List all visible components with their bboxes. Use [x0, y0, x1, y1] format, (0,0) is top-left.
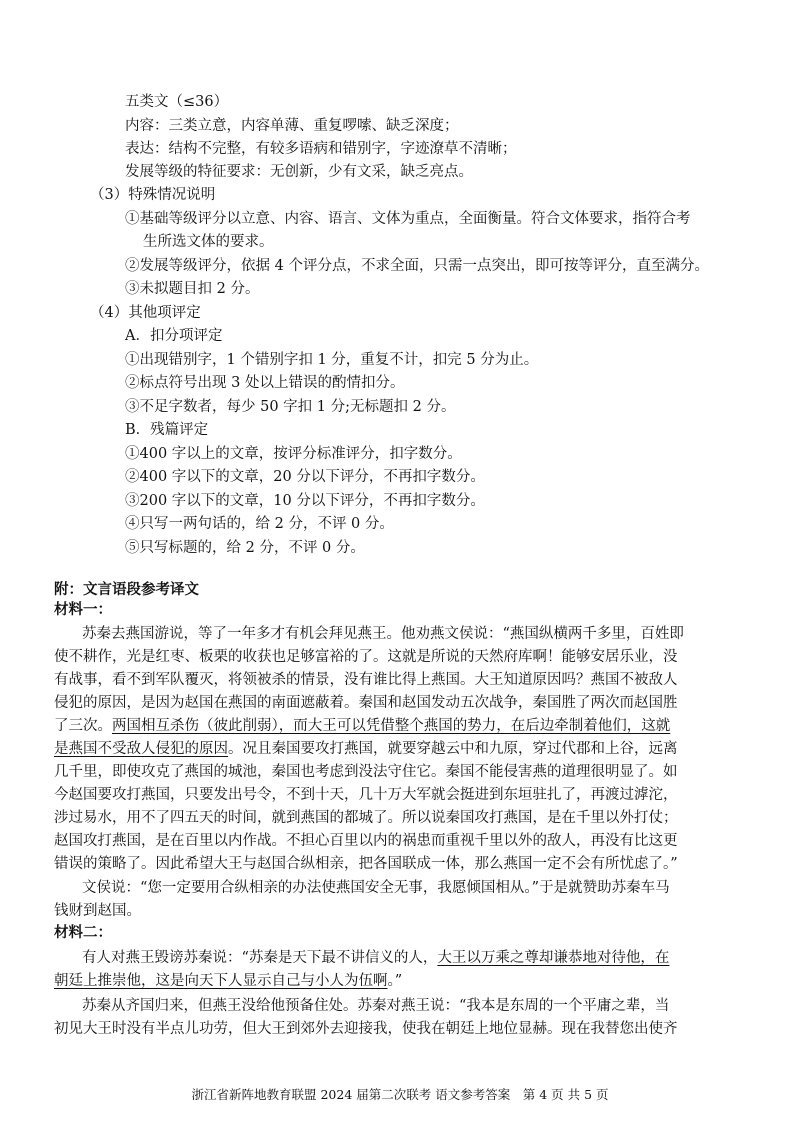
material1-line — [54, 739, 678, 759]
material1-line: 赵国攻打燕国，是在百里以内作战。不担心百里以内的祸患而重视千里以外的敌人，再没有比这更 — [54, 833, 678, 849]
incomplete-item-1: ①400 字以上的文章，按评分标准评分，扣字数分。 — [125, 446, 462, 462]
incomplete-item-2: ②400 字以下的文章，20 分以下评分，不再扣字数分。 — [125, 469, 485, 485]
deduction-item-1: ①出现错别字，1 个错别字扣 1 分，重复不计，扣完 5 分为止。 — [125, 352, 539, 368]
grade5-development: 发展等级的特征要求：无创新，少有文采，缺乏亮点。 — [125, 164, 473, 180]
incomplete-item-3: ③200 字以下的文章，10 分以下评分，不再扣字数分。 — [125, 493, 485, 509]
material1-line: 错误的策略了。因此希望大王与赵国合纵相亲，把各国联成一体，那么燕国一定不会有所忧虑了。” — [54, 856, 678, 872]
material2-line — [54, 971, 402, 991]
material2-line: 苏秦从齐国归来，但燕王没给他预备住处。苏秦对燕王说：“我本是东周的一个平庸之辈，当 — [82, 998, 670, 1014]
material2-label: 材料二： — [54, 925, 112, 941]
incomplete-item-4: ④只写一两句话的，给 2 分，不评 0 分。 — [125, 516, 394, 532]
special-item1-line2: 生所选文体的要求。 — [143, 234, 274, 250]
material1-line: 涉过易水，用不了四五天的时间，就到燕国的都城了。所以说秦国攻打燕国，是在千里以外打仗； — [54, 810, 678, 826]
material2-underlined-sentence-part2: 朝廷上推崇他，这是向天下人显示自己与小人为伍啊 — [54, 973, 388, 989]
material1-line: 苏秦去燕国游说，等了一年多才有机会拜见燕王。他劝燕文侯说：“燕国纵横两千多里，百姓即 — [82, 626, 684, 642]
deduction-item-3: ③不足字数者，每少 50 字扣 1 分;无标题扣 2 分。 — [125, 399, 456, 415]
material1-line: 侵犯的原因，是因为赵国在燕国的南面遮蔽着。秦国和赵国发动五次战争，秦国胜了两次而赵国胜 — [54, 695, 678, 711]
material2-line: 初见大王时没有半点儿功劳，但大王到郊外去迎接我，使我在朝廷上地位显赫。现在我替您出使齐 — [54, 1021, 678, 1037]
material1-line: 使不耕作，光是红枣、板栗的收获也足够富裕的了。这就是所说的天然府库啊！能够安居乐业，没 — [54, 649, 678, 665]
material2-line — [82, 948, 669, 968]
deduction-item-2: ②标点符号出现 3 处以上错误的酌情扣分。 — [125, 375, 405, 391]
material1-reply-line2: 钱财到赵国。 — [54, 903, 141, 919]
appendix-title: 附：文言语段参考译文 — [54, 582, 199, 598]
material2-line2-plain: 。” — [387, 973, 403, 989]
material1-line6-plain: 。况且秦国要攻打燕国，就要穿越云中和九原，穿过代郡和上谷，远离 — [228, 741, 678, 757]
special-item3: ③未拟题目扣 2 分。 — [125, 281, 260, 297]
special-item1-line1: ①基础等级评分以立意、内容、语言、文体为重点，全面衡量。符合文体要求，指符合考 — [125, 211, 691, 227]
material2-underlined-sentence-part1: 大王以万乘之尊却谦恭地对待他，在 — [437, 950, 670, 966]
material1-underlined-sentence-part2: 是燕国不受敌人侵犯的原因 — [54, 741, 228, 757]
incomplete-item-5: ⑤只写标题的，给 2 分，不评 0 分。 — [125, 540, 365, 556]
grade5-title: 五类文（≤36） — [125, 94, 229, 110]
grade5-content: 内容：三类立意，内容单薄、重复啰嗦、缺乏深度； — [125, 118, 459, 134]
other-heading: （4）其他项评定 — [90, 305, 201, 321]
special-heading: （3）特殊情况说明 — [90, 187, 216, 203]
material2-line1-plain: 有人对燕王毁谤苏秦说：“苏秦是天下最不讲信义的人， — [82, 950, 438, 966]
special-item2: ②发展等级评分，依据 4 个评分点，不求全面，只需一点突出，即可按等评分，直至满分。 — [125, 258, 709, 274]
page-footer: 浙江省新阵地教育联盟 2024 届第二次联考 语文参考答案 第 4 页 共 5 页 — [191, 1087, 609, 1102]
material1-underlined-sentence-part1: 两国相互杀伤（彼此削弱），而大王可以凭借整个燕国的势力，在后边牵制着他们，这就 — [112, 718, 671, 734]
incomplete-heading: B．残篇评定 — [125, 422, 209, 438]
material1-line: 有战事，看不到军队覆灭，将领被杀的情景，没有谁比得上燕国。大王知道原因吗？燕国不被敌人 — [54, 672, 678, 688]
material1-line5-plain: 了三次。 — [54, 718, 112, 734]
material1-label: 材料一： — [54, 602, 112, 618]
material1-line: 今赵国要攻打燕国，只要发出号令，不到十天，几十万大军就会挺进到东垣驻扎了，再渡过滹沱， — [54, 787, 678, 803]
material1-line — [54, 716, 670, 736]
material1-reply-line1: 文侯说：“您一定要用合纵相亲的办法使燕国安全无事，我愿倾国相从。”于是就赞助苏秦车马 — [82, 880, 670, 896]
grade5-expression: 表达：结构不完整，有较多语病和错别字，字迹潦草不清晰； — [125, 141, 517, 157]
material1-line: 几千里，即使攻克了燕国的城池，秦国也考虑到没法守住它。秦国不能侵害燕的道理很明显了。如 — [54, 764, 678, 780]
deduction-heading: A．扣分项评定 — [125, 328, 223, 344]
